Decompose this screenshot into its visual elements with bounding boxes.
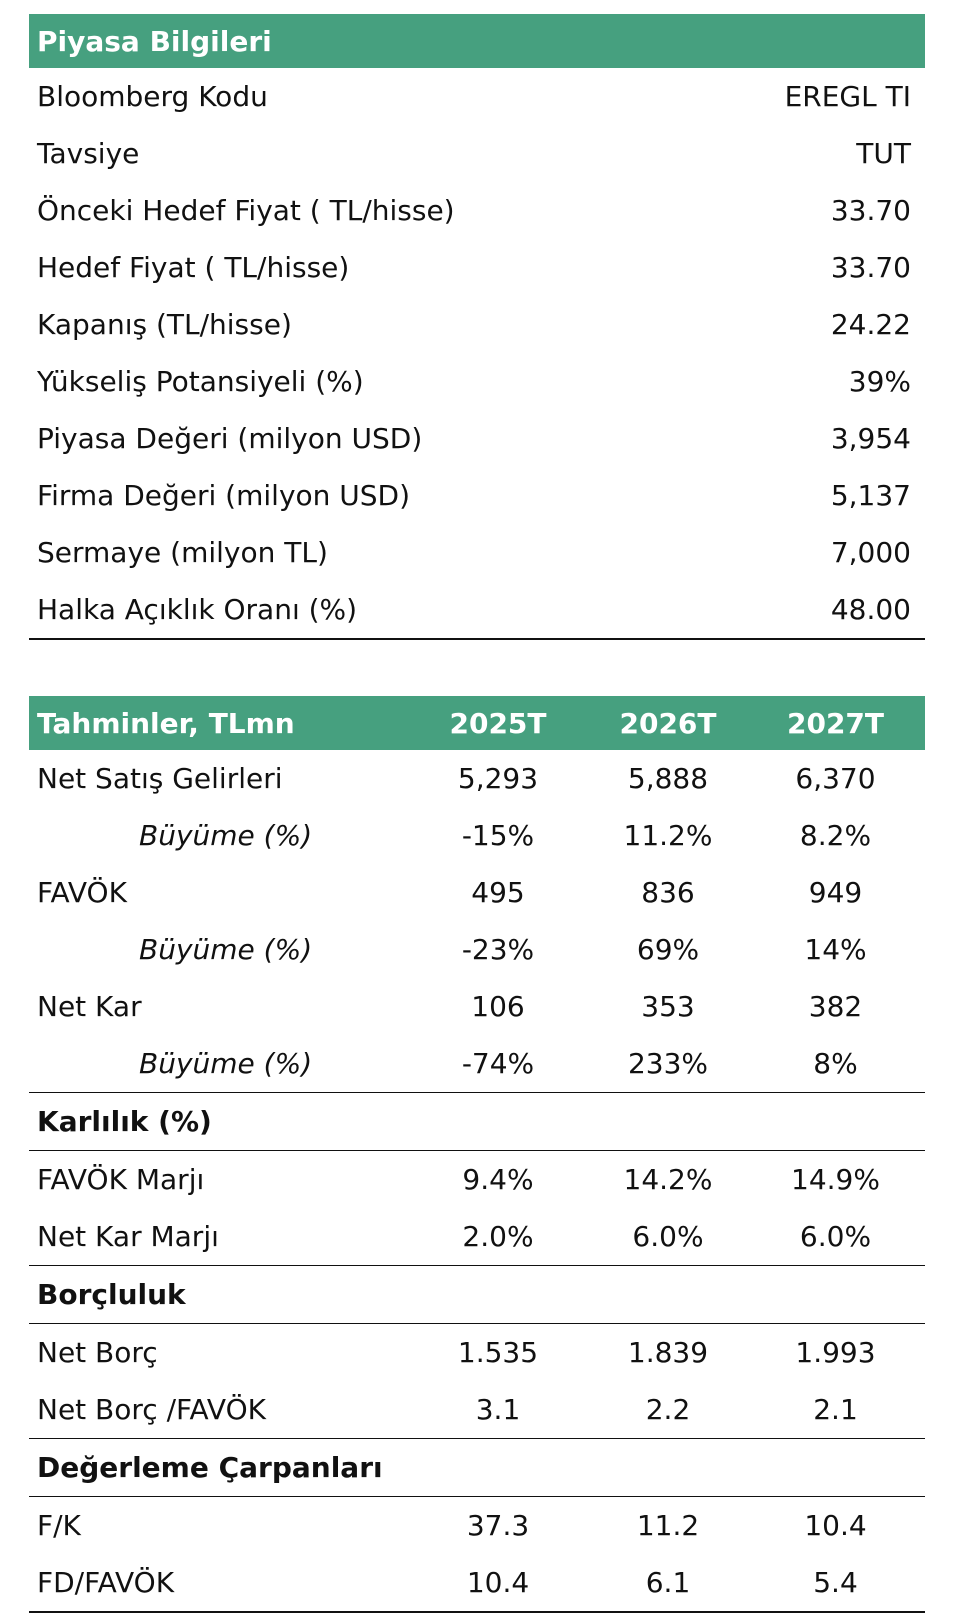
row-value: 33.70 bbox=[830, 194, 911, 227]
cell: -74% bbox=[461, 1047, 535, 1080]
section-title: Değerleme Çarpanları bbox=[37, 1451, 383, 1484]
row-label: Büyüme (%) bbox=[139, 1047, 313, 1080]
cell: 106 bbox=[471, 990, 525, 1023]
section-header-profitability bbox=[29, 1092, 925, 1151]
report-panel bbox=[29, 14, 925, 1613]
market-row bbox=[29, 296, 925, 353]
cell: -23% bbox=[461, 933, 535, 966]
forecast-title: Tahminler, TLmn bbox=[37, 706, 295, 740]
row-label: Tavsiye bbox=[37, 137, 140, 170]
cell: 69% bbox=[636, 933, 700, 966]
cell: 6.0% bbox=[799, 1220, 872, 1253]
cell: 14% bbox=[804, 933, 867, 966]
row-label: Net Borç bbox=[37, 1336, 158, 1369]
cell: 6,370 bbox=[795, 762, 876, 795]
row-label: Piyasa Değeri (milyon USD) bbox=[37, 422, 423, 455]
row-value: 7,000 bbox=[830, 536, 911, 569]
section-title: Borçluluk bbox=[37, 1278, 186, 1311]
row-label: Sermaye (milyon TL) bbox=[37, 536, 328, 569]
section-header-debt bbox=[29, 1265, 925, 1324]
row-label: Halka Açıklık Oranı (%) bbox=[37, 593, 358, 626]
forecast-table bbox=[29, 696, 925, 1613]
cell: 5.4 bbox=[813, 1566, 858, 1599]
table-row bbox=[29, 921, 925, 978]
market-row bbox=[29, 353, 925, 410]
row-value: 48.00 bbox=[830, 593, 911, 626]
row-label: F/K bbox=[37, 1509, 81, 1542]
row-label: Net Kar bbox=[37, 990, 142, 1023]
cell: 10.4 bbox=[804, 1509, 867, 1542]
cell: 2.2 bbox=[645, 1393, 691, 1426]
row-label: FAVÖK Marjı bbox=[37, 1163, 205, 1196]
row-value: EREGL TI bbox=[784, 80, 911, 113]
row-label: Kapanış (TL/hisse) bbox=[37, 308, 292, 341]
cell: 3.1 bbox=[475, 1393, 521, 1426]
row-label: FAVÖK bbox=[37, 876, 127, 909]
cell: 836 bbox=[641, 876, 695, 909]
row-value: TUT bbox=[856, 137, 911, 170]
row-label: Önceki Hedef Fiyat ( TL/hisse) bbox=[37, 194, 455, 227]
cell: 8% bbox=[813, 1047, 858, 1080]
cell: 353 bbox=[641, 990, 695, 1023]
year-header: 2025T bbox=[449, 706, 547, 740]
table-row bbox=[29, 1151, 925, 1208]
table-row bbox=[29, 1324, 925, 1381]
market-info-title: Piyasa Bilgileri bbox=[37, 24, 272, 58]
row-value: 39% bbox=[848, 365, 911, 398]
cell: 1.839 bbox=[627, 1336, 709, 1369]
market-info-table bbox=[29, 14, 925, 640]
cell: 1.993 bbox=[795, 1336, 876, 1369]
row-label: Firma Değeri (milyon USD) bbox=[37, 479, 411, 512]
market-row bbox=[29, 125, 925, 182]
cell: 5,293 bbox=[457, 762, 539, 795]
row-value: 33.70 bbox=[830, 251, 911, 284]
cell: 2.0% bbox=[462, 1220, 534, 1253]
row-value: 5,137 bbox=[830, 479, 911, 512]
cell: 11.2 bbox=[636, 1509, 700, 1542]
table-row bbox=[29, 750, 925, 807]
market-row bbox=[29, 410, 925, 467]
cell: 5,888 bbox=[627, 762, 709, 795]
table-row bbox=[29, 1381, 925, 1438]
cell: 949 bbox=[808, 876, 863, 909]
cell: 14.2% bbox=[623, 1163, 713, 1196]
cell: 37.3 bbox=[466, 1509, 530, 1542]
row-label: Büyüme (%) bbox=[139, 819, 313, 852]
year-header: 2027T bbox=[786, 706, 885, 740]
row-label: Net Borç /FAVÖK bbox=[37, 1393, 266, 1426]
cell: 10.4 bbox=[466, 1566, 530, 1599]
year-header: 2026T bbox=[619, 706, 717, 740]
row-label: FD/FAVÖK bbox=[37, 1566, 175, 1599]
market-row bbox=[29, 68, 925, 125]
cell: 495 bbox=[471, 876, 525, 909]
market-row bbox=[29, 239, 925, 296]
cell: 8.2% bbox=[799, 819, 872, 852]
row-label: Bloomberg Kodu bbox=[37, 80, 268, 113]
row-label: Büyüme (%) bbox=[139, 933, 313, 966]
cell: -15% bbox=[461, 819, 535, 852]
table-row bbox=[29, 864, 925, 921]
row-label: Yükseliş Potansiyeli (%) bbox=[37, 365, 364, 398]
forecast-header bbox=[29, 696, 925, 750]
table-row bbox=[29, 807, 925, 864]
cell: 14.9% bbox=[791, 1163, 880, 1196]
table-row bbox=[29, 1497, 925, 1554]
market-row bbox=[29, 182, 925, 239]
market-row bbox=[29, 467, 925, 524]
market-row bbox=[29, 524, 925, 581]
row-value: 24.22 bbox=[830, 308, 911, 341]
row-value: 3,954 bbox=[830, 422, 911, 455]
market-info-header bbox=[29, 14, 925, 68]
cell: 11.2% bbox=[623, 819, 713, 852]
cell: 9.4% bbox=[462, 1163, 534, 1196]
cell: 1.535 bbox=[457, 1336, 539, 1369]
row-label: Hedef Fiyat ( TL/hisse) bbox=[37, 251, 350, 284]
cell: 6.1 bbox=[645, 1566, 691, 1599]
table-row bbox=[29, 1208, 925, 1265]
row-label: Net Kar Marjı bbox=[37, 1220, 219, 1253]
table-row bbox=[29, 1035, 925, 1092]
section-title: Karlılık (%) bbox=[37, 1105, 212, 1138]
table-row bbox=[29, 1554, 925, 1613]
market-row bbox=[29, 581, 925, 640]
row-label: Net Satış Gelirleri bbox=[37, 762, 283, 795]
cell: 233% bbox=[627, 1047, 709, 1080]
cell: 382 bbox=[808, 990, 863, 1023]
section-header-valuation bbox=[29, 1438, 925, 1497]
cell: 6.0% bbox=[632, 1220, 704, 1253]
cell: 2.1 bbox=[813, 1393, 858, 1426]
table-row bbox=[29, 978, 925, 1035]
